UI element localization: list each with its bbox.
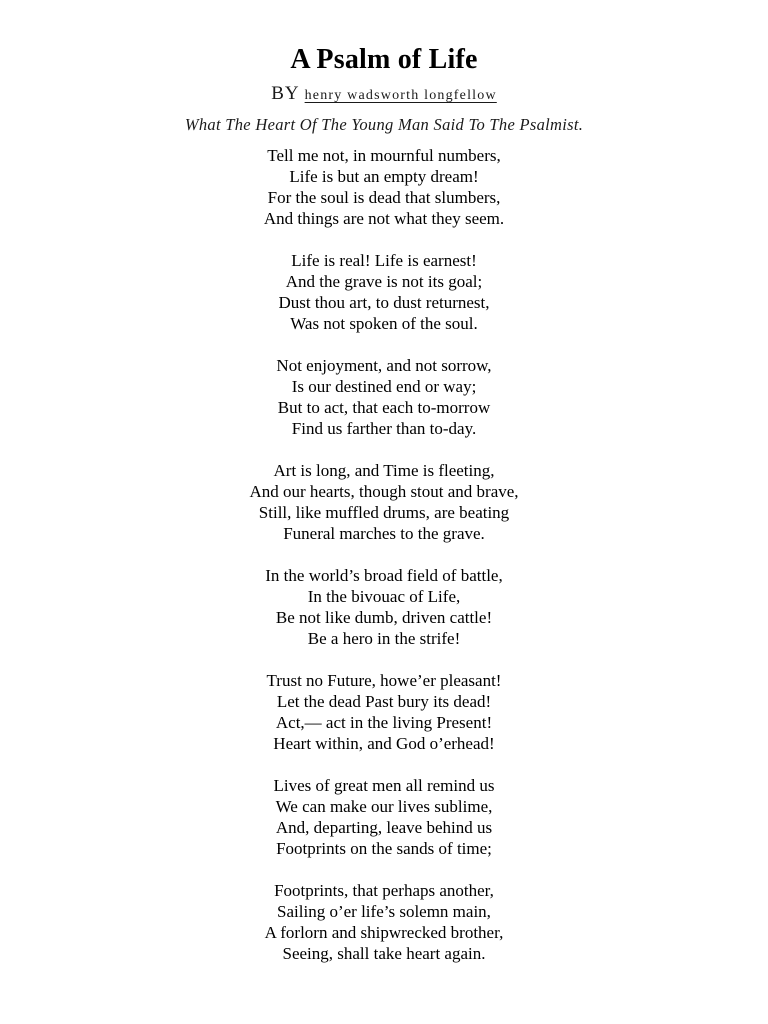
poem-line: And, departing, leave behind us: [275, 818, 493, 837]
poem-line: Heart within, and God o’erhead!: [273, 734, 495, 753]
stanza: [0, 880, 768, 964]
poem-line: Was not spoken of the soul.: [290, 314, 478, 333]
by-label: BY: [271, 83, 300, 104]
poem-line: Find us farther than to-day.: [291, 419, 477, 438]
stanza: [0, 565, 768, 649]
poem-subtitle: What The Heart Of The Young Man Said To The Psalmist.: [184, 115, 584, 134]
poem-line: Be a hero in the strife!: [307, 629, 461, 648]
poem-line: Tell me not, in mournful numbers,: [267, 146, 501, 165]
stanza: [0, 355, 768, 439]
poem-line: In the world’s broad field of battle,: [265, 566, 503, 585]
byline: [0, 81, 768, 109]
poem-line: Funeral marches to the grave.: [283, 524, 485, 543]
poem-line: And our hearts, though stout and brave,: [249, 482, 519, 501]
poem-line: For the soul is dead that slumbers,: [267, 188, 501, 207]
poem-line: Act,— act in the living Present!: [275, 713, 493, 732]
poem-line: In the bivouac of Life,: [307, 587, 461, 606]
stanza: [0, 775, 768, 859]
stanza: [0, 460, 768, 544]
poem-body: [0, 145, 768, 985]
poem-line: Be not like dumb, driven cattle!: [275, 608, 493, 627]
stanza: [0, 670, 768, 754]
poem-line: Trust no Future, howe’er pleasant!: [266, 671, 502, 690]
poem-line: We can make our lives sublime,: [275, 797, 493, 816]
poem-line: And the grave is not its goal;: [285, 272, 483, 291]
poem-line: Footprints, that perhaps another,: [274, 881, 494, 900]
poem-line: Is our destined end or way;: [291, 377, 477, 396]
poem-line: Sailing o’er life’s solemn main,: [277, 902, 491, 921]
poem-line: Lives of great men all remind us: [273, 776, 495, 795]
poem-line: And things are not what they seem.: [263, 209, 505, 228]
poem-line: Dust thou art, to dust returnest,: [278, 293, 490, 312]
stanza: [0, 145, 768, 229]
poem-line: Footprints on the sands of time;: [276, 839, 492, 858]
poem-line: Still, like muffled drums, are beating: [258, 503, 510, 522]
poem-line: But to act, that each to-morrow: [277, 398, 491, 417]
poem-line: Let the dead Past bury its dead!: [276, 692, 492, 711]
poem-line: Not enjoyment, and not sorrow,: [276, 356, 492, 375]
poem-title: A Psalm of Life: [290, 44, 478, 75]
poem-line: A forlorn and shipwrecked brother,: [264, 923, 504, 942]
author-link[interactable]: henry wadsworth longfellow: [304, 88, 497, 103]
poem-line: Life is real! Life is earnest!: [291, 251, 477, 270]
stanza: [0, 250, 768, 334]
poem-line: Life is but an empty dream!: [289, 167, 479, 186]
poem-line: Art is long, and Time is fleeting,: [273, 461, 495, 480]
poem-line: Seeing, shall take heart again.: [282, 944, 486, 963]
